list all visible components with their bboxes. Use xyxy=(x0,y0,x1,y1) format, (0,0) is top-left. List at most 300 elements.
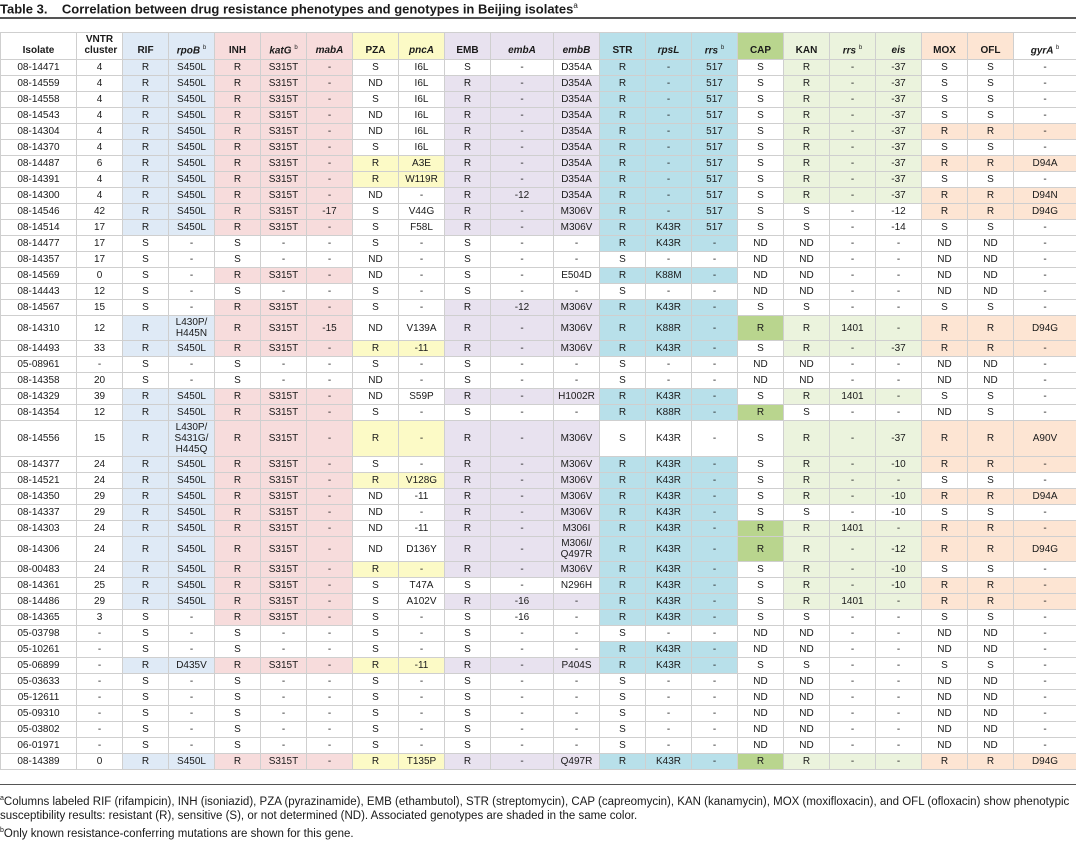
cell-embb: D354A xyxy=(554,140,600,156)
cell-vntr-cluster: - xyxy=(77,626,123,642)
header-label: KAN xyxy=(796,45,818,56)
cell-isolate: 05-06899 xyxy=(1,658,77,674)
cell-rif: R xyxy=(123,92,169,108)
cell-rrs: - xyxy=(830,754,876,770)
cell-pza: S xyxy=(353,140,399,156)
cell-cap: R xyxy=(738,537,784,562)
cell-pnca: - xyxy=(399,421,445,457)
cell-ofl: ND xyxy=(968,690,1014,706)
cell-mox: ND xyxy=(922,706,968,722)
cell-gyra: D94G xyxy=(1014,537,1076,562)
cell-maba: - xyxy=(307,473,353,489)
cell-rpob: S450L xyxy=(169,140,215,156)
cell-kan: R xyxy=(784,316,830,341)
cell-ofl: S xyxy=(968,405,1014,421)
cell-kan: R xyxy=(784,188,830,204)
cell-rpsl: - xyxy=(646,357,692,373)
cell-katg: S315T xyxy=(261,562,307,578)
cell-rrs: - xyxy=(692,405,738,421)
cell-rpob: - xyxy=(169,268,215,284)
cell-pnca: I6L xyxy=(399,140,445,156)
column-header-embb xyxy=(554,33,600,60)
cell-str: R xyxy=(600,594,646,610)
cell-rrs: 517 xyxy=(692,188,738,204)
cell-gyra: - xyxy=(1014,562,1076,578)
cell-pnca: I6L xyxy=(399,124,445,140)
cell-vntr-cluster: 17 xyxy=(77,252,123,268)
cell-rif: S xyxy=(123,690,169,706)
cell-gyra: - xyxy=(1014,252,1076,268)
cell-str: R xyxy=(600,521,646,537)
cell-vntr-cluster: 17 xyxy=(77,236,123,252)
cell-isolate: 08-14350 xyxy=(1,489,77,505)
cell-rrs: 517 xyxy=(692,220,738,236)
cell-rrs: - xyxy=(830,341,876,357)
cell-embb: - xyxy=(554,236,600,252)
cell-emb: R xyxy=(445,594,491,610)
cell-str: S xyxy=(600,674,646,690)
cell-inh: R xyxy=(215,60,261,76)
cell-rpob xyxy=(169,316,215,341)
cell-rrs: - xyxy=(830,537,876,562)
cell-emba: - xyxy=(491,220,554,236)
cell-cap: S xyxy=(738,108,784,124)
cell-isolate: 08-14546 xyxy=(1,204,77,220)
cell-rpsl: - xyxy=(646,124,692,140)
table-row xyxy=(1,156,1076,172)
cell-rpsl: - xyxy=(646,76,692,92)
cell-rif: R xyxy=(123,140,169,156)
cell-isolate: 08-14391 xyxy=(1,172,77,188)
header-footnote-mark: b xyxy=(721,45,724,51)
cell-pnca: S59P xyxy=(399,389,445,405)
cell-rif: R xyxy=(123,457,169,473)
cell-gyra: - xyxy=(1014,60,1076,76)
cell-eis: - xyxy=(876,389,922,405)
cell-mox: S xyxy=(922,140,968,156)
cell-katg: S315T xyxy=(261,421,307,457)
cell-rrs: - xyxy=(830,60,876,76)
cell-rpsl: - xyxy=(646,108,692,124)
cell-pza: R xyxy=(353,156,399,172)
cell-ofl: S xyxy=(968,300,1014,316)
cell-str: R xyxy=(600,658,646,674)
cell-rif: R xyxy=(123,405,169,421)
cell-isolate: 08-14357 xyxy=(1,252,77,268)
cell-kan: S xyxy=(784,300,830,316)
cell-eis: -37 xyxy=(876,156,922,172)
cell-eis: -10 xyxy=(876,562,922,578)
cell-rpob: - xyxy=(169,690,215,706)
cell-ofl: ND xyxy=(968,642,1014,658)
cell-katg: S315T xyxy=(261,341,307,357)
cell-kan: ND xyxy=(784,252,830,268)
cell-maba: - xyxy=(307,578,353,594)
cell-embb: D354A xyxy=(554,60,600,76)
cell-maba: - xyxy=(307,172,353,188)
cell-kan: R xyxy=(784,140,830,156)
cell-isolate: 08-14370 xyxy=(1,140,77,156)
cell-rrs: - xyxy=(830,738,876,754)
table-row xyxy=(1,60,1076,76)
cell-cap: S xyxy=(738,562,784,578)
cell-inh: R xyxy=(215,300,261,316)
cell-isolate: 05-03633 xyxy=(1,674,77,690)
cell-rpsl: K43R xyxy=(646,389,692,405)
cell-emb: R xyxy=(445,473,491,489)
cell-emb: S xyxy=(445,578,491,594)
cell-mox: S xyxy=(922,76,968,92)
cell-eis: - xyxy=(876,642,922,658)
cell-str: S xyxy=(600,738,646,754)
header-label: EMB xyxy=(456,45,478,56)
cell-rrs: - xyxy=(830,457,876,473)
cell-maba: - xyxy=(307,236,353,252)
cell-cap: R xyxy=(738,521,784,537)
cell-gyra: - xyxy=(1014,405,1076,421)
cell-cap: ND xyxy=(738,236,784,252)
cell-pza: S xyxy=(353,642,399,658)
cell-katg: S315T xyxy=(261,204,307,220)
header-label: pncA xyxy=(409,45,434,56)
cell-rrs: 517 xyxy=(692,204,738,220)
cell-vntr-cluster: 29 xyxy=(77,594,123,610)
cell-cap: S xyxy=(738,578,784,594)
cell-pnca: - xyxy=(399,236,445,252)
cell-rrs: - xyxy=(692,626,738,642)
cell-rpsl: K43R xyxy=(646,341,692,357)
cell-embb: D354A xyxy=(554,92,600,108)
cell-rrs: 517 xyxy=(692,124,738,140)
cell-emb: S xyxy=(445,60,491,76)
cell-maba: - xyxy=(307,722,353,738)
table-row xyxy=(1,754,1076,770)
cell-pnca: I6L xyxy=(399,76,445,92)
table-row xyxy=(1,108,1076,124)
cell-rrs: - xyxy=(692,594,738,610)
cell-embb: D354A xyxy=(554,124,600,140)
table-row xyxy=(1,489,1076,505)
cell-value: L430P/H445N xyxy=(175,317,208,339)
cell-isolate: 08-14306 xyxy=(1,537,77,562)
cell-rif: R xyxy=(123,188,169,204)
cell-emba: - xyxy=(491,754,554,770)
cell-mox: ND xyxy=(922,722,968,738)
cell-isolate: 08-14377 xyxy=(1,457,77,473)
cell-str: S xyxy=(600,284,646,300)
column-header-inh xyxy=(215,33,261,60)
cell-pnca: - xyxy=(399,268,445,284)
cell-rrs: 1401 xyxy=(830,594,876,610)
cell-vntr-cluster: - xyxy=(77,642,123,658)
cell-emb: S xyxy=(445,284,491,300)
cell-rpob: - xyxy=(169,284,215,300)
cell-cap: S xyxy=(738,156,784,172)
cell-rpob: S450L xyxy=(169,562,215,578)
cell-pnca: - xyxy=(399,373,445,389)
cell-inh: S xyxy=(215,373,261,389)
cell-pnca: T47A xyxy=(399,578,445,594)
cell-emb: R xyxy=(445,124,491,140)
cell-cap: S xyxy=(738,220,784,236)
cell-katg: - xyxy=(261,236,307,252)
cell-rif: R xyxy=(123,489,169,505)
cell-isolate: 08-14486 xyxy=(1,594,77,610)
cell-maba: - xyxy=(307,188,353,204)
cell-rpsl: K43R xyxy=(646,658,692,674)
cell-ofl: R xyxy=(968,156,1014,172)
cell-str: R xyxy=(600,236,646,252)
cell-rpob: S450L xyxy=(169,76,215,92)
cell-katg: - xyxy=(261,738,307,754)
column-header-rpob xyxy=(169,33,215,60)
cell-kan: S xyxy=(784,405,830,421)
cell-pnca: - xyxy=(399,706,445,722)
cell-ofl: R xyxy=(968,204,1014,220)
cell-rpob: S450L xyxy=(169,489,215,505)
cell-vntr-cluster: 25 xyxy=(77,578,123,594)
cell-pnca: - xyxy=(399,252,445,268)
cell-rrs: - xyxy=(830,124,876,140)
cell-rrs: - xyxy=(830,284,876,300)
cell-inh: R xyxy=(215,521,261,537)
cell-pnca: V128G xyxy=(399,473,445,489)
cell-embb: - xyxy=(554,594,600,610)
cell-eis: - xyxy=(876,284,922,300)
cell-rrs: - xyxy=(692,521,738,537)
column-header-emb xyxy=(445,33,491,60)
cell-pnca: I6L xyxy=(399,108,445,124)
cell-emba: - xyxy=(491,124,554,140)
cell-rrs: - xyxy=(692,754,738,770)
cell-inh: R xyxy=(215,220,261,236)
cell-embb: M306V xyxy=(554,220,600,236)
cell-rrs: - xyxy=(830,156,876,172)
cell-embb: - xyxy=(554,357,600,373)
cell-gyra: D94A xyxy=(1014,489,1076,505)
cell-rrs: 517 xyxy=(692,140,738,156)
cell-eis: -10 xyxy=(876,505,922,521)
cell-embb: E504D xyxy=(554,268,600,284)
cell-mox: S xyxy=(922,60,968,76)
cell-pnca: - xyxy=(399,284,445,300)
cell-katg: - xyxy=(261,706,307,722)
cell-rif: R xyxy=(123,562,169,578)
cell-rpsl: K43R xyxy=(646,489,692,505)
cell-maba: - xyxy=(307,389,353,405)
cell-pnca: T135P xyxy=(399,754,445,770)
cell-isolate: 08-14304 xyxy=(1,124,77,140)
cell-kan: R xyxy=(784,473,830,489)
cell-mox: ND xyxy=(922,373,968,389)
cell-emb: R xyxy=(445,489,491,505)
cell-mox: ND xyxy=(922,738,968,754)
cell-ofl: S xyxy=(968,92,1014,108)
cell-kan: R xyxy=(784,421,830,457)
cell-rrs: - xyxy=(830,405,876,421)
cell-pza: S xyxy=(353,690,399,706)
table-caption: Correlation between drug resistance phenotypes and genotypes in Beijing isolates xyxy=(62,1,573,16)
cell-str: S xyxy=(600,373,646,389)
cell-ofl: S xyxy=(968,60,1014,76)
cell-katg: S315T xyxy=(261,268,307,284)
cell-isolate: 08-14389 xyxy=(1,754,77,770)
cell-rif: S xyxy=(123,642,169,658)
cell-ofl: S xyxy=(968,108,1014,124)
cell-embb: Q497R xyxy=(554,754,600,770)
table-label: Table 3. xyxy=(0,1,47,16)
cell-cap: R xyxy=(738,316,784,341)
cell-emba: - xyxy=(491,268,554,284)
header-label: OFL xyxy=(981,45,1001,56)
cell-str: R xyxy=(600,172,646,188)
cell-emba: - xyxy=(491,389,554,405)
header-footnote-mark: b xyxy=(294,45,297,51)
cell-rpsl: - xyxy=(646,60,692,76)
cell-emb: R xyxy=(445,505,491,521)
cell-kan: R xyxy=(784,341,830,357)
cell-rpob: S450L xyxy=(169,156,215,172)
cell-pnca: -11 xyxy=(399,341,445,357)
cell-inh: S xyxy=(215,236,261,252)
cell-cap: ND xyxy=(738,268,784,284)
cell-emba: - xyxy=(491,76,554,92)
cell-isolate: 08-14358 xyxy=(1,373,77,389)
cell-rpsl: K43R xyxy=(646,537,692,562)
cell-cap: S xyxy=(738,489,784,505)
cell-gyra: - xyxy=(1014,738,1076,754)
cell-inh: S xyxy=(215,284,261,300)
header-label: rpsL xyxy=(658,45,680,56)
cell-vntr-cluster: 24 xyxy=(77,562,123,578)
cell-inh: R xyxy=(215,421,261,457)
cell-emb: S xyxy=(445,738,491,754)
cell-eis: -37 xyxy=(876,76,922,92)
cell-inh: S xyxy=(215,674,261,690)
cell-str: R xyxy=(600,405,646,421)
cell-gyra: - xyxy=(1014,300,1076,316)
cell-emba: - xyxy=(491,421,554,457)
table-row xyxy=(1,284,1076,300)
cell-mox: ND xyxy=(922,252,968,268)
cell-vntr-cluster: 20 xyxy=(77,373,123,389)
cell-rif: S xyxy=(123,626,169,642)
cell-isolate: 08-14569 xyxy=(1,268,77,284)
cell-cap: ND xyxy=(738,284,784,300)
cell-ofl: S xyxy=(968,505,1014,521)
table-row xyxy=(1,92,1076,108)
cell-maba: - xyxy=(307,706,353,722)
cell-inh: R xyxy=(215,489,261,505)
cell-rrs: - xyxy=(830,722,876,738)
cell-isolate: 08-00483 xyxy=(1,562,77,578)
cell-ofl: ND xyxy=(968,722,1014,738)
cell-rpsl: K43R xyxy=(646,236,692,252)
cell-kan: ND xyxy=(784,738,830,754)
cell-emb: R xyxy=(445,140,491,156)
cell-isolate: 05-03802 xyxy=(1,722,77,738)
column-header-emba xyxy=(491,33,554,60)
cell-rif: S xyxy=(123,738,169,754)
cell-rpsl: K43R xyxy=(646,754,692,770)
cell-embb: D354A xyxy=(554,188,600,204)
cell-mox: S xyxy=(922,92,968,108)
cell-katg: S315T xyxy=(261,658,307,674)
cell-value: M306I/Q497R xyxy=(560,538,593,560)
cell-mox: S xyxy=(922,300,968,316)
cell-rif: R xyxy=(123,76,169,92)
cell-vntr-cluster: 4 xyxy=(77,124,123,140)
cell-mox: S xyxy=(922,389,968,405)
table-row xyxy=(1,562,1076,578)
cell-eis: - xyxy=(876,300,922,316)
cell-rif: R xyxy=(123,537,169,562)
cell-str: R xyxy=(600,220,646,236)
cell-emba: - xyxy=(491,252,554,268)
cell-inh: R xyxy=(215,268,261,284)
table-row xyxy=(1,690,1076,706)
cell-katg: - xyxy=(261,674,307,690)
cell-gyra: - xyxy=(1014,389,1076,405)
cell-isolate: 08-14361 xyxy=(1,578,77,594)
cell-rrs: - xyxy=(692,357,738,373)
table-row xyxy=(1,188,1076,204)
cell-katg: S315T xyxy=(261,578,307,594)
cell-eis: - xyxy=(876,357,922,373)
cell-rrs: - xyxy=(830,610,876,626)
cell-inh: R xyxy=(215,594,261,610)
cell-cap: ND xyxy=(738,722,784,738)
cell-vntr-cluster: 39 xyxy=(77,389,123,405)
cell-vntr-cluster: 4 xyxy=(77,140,123,156)
cell-emba: - xyxy=(491,405,554,421)
cell-eis: -37 xyxy=(876,124,922,140)
cell-mox: S xyxy=(922,172,968,188)
cell-maba: - xyxy=(307,610,353,626)
cell-kan: R xyxy=(784,124,830,140)
cell-rpob: S450L xyxy=(169,594,215,610)
cell-cap: S xyxy=(738,76,784,92)
cell-embb: - xyxy=(554,722,600,738)
cell-maba: - xyxy=(307,594,353,610)
table-row xyxy=(1,268,1076,284)
cell-mox: ND xyxy=(922,626,968,642)
cell-vntr-cluster: 4 xyxy=(77,188,123,204)
cell-ofl: R xyxy=(968,754,1014,770)
title-footnote-mark: a xyxy=(573,1,577,10)
cell-inh: R xyxy=(215,405,261,421)
table-row xyxy=(1,537,1076,562)
cell-emba: - xyxy=(491,642,554,658)
cell-rrs: - xyxy=(692,738,738,754)
cell-rrs: - xyxy=(830,300,876,316)
cell-gyra: - xyxy=(1014,610,1076,626)
cell-emb: S xyxy=(445,405,491,421)
cell-maba: - xyxy=(307,156,353,172)
cell-str: R xyxy=(600,140,646,156)
cell-rpsl: - xyxy=(646,722,692,738)
cell-maba: -15 xyxy=(307,316,353,341)
cell-rif: R xyxy=(123,156,169,172)
cell-mox: S xyxy=(922,505,968,521)
cell-gyra: - xyxy=(1014,236,1076,252)
cell-embb: D354A xyxy=(554,108,600,124)
cell-rrs: - xyxy=(692,389,738,405)
cell-kan: R xyxy=(784,60,830,76)
cell-ofl: ND xyxy=(968,674,1014,690)
cell-mox: R xyxy=(922,124,968,140)
header-label: katG xyxy=(269,45,291,56)
